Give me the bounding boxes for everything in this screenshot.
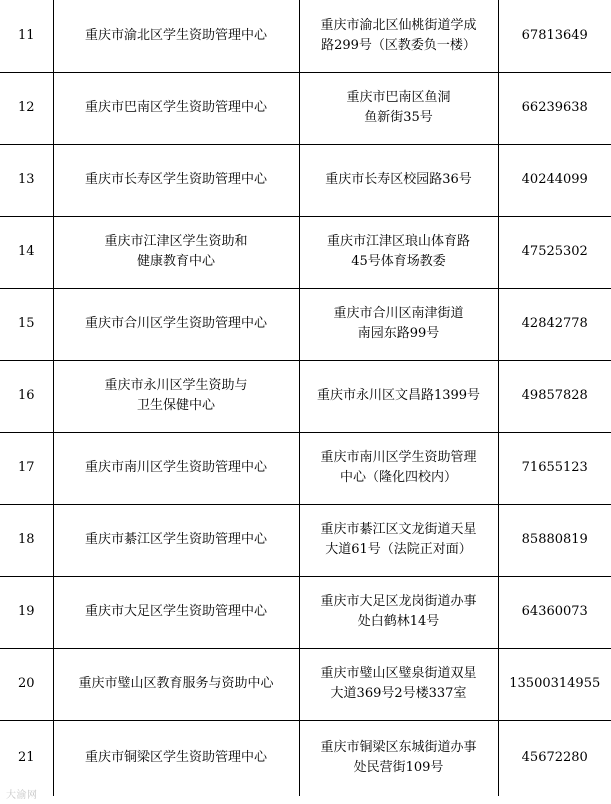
- center-name-line: 重庆市合川区学生资助管理中心: [84, 316, 267, 331]
- row-number: 19: [0, 576, 53, 648]
- address-line: 大道61号（法院正对面）: [325, 542, 472, 557]
- address-cell: [299, 432, 498, 504]
- table-row: [0, 576, 611, 648]
- phone-cell: 64360073: [498, 576, 611, 648]
- phone-cell: 66239638: [498, 72, 611, 144]
- address-line: 45号体育场教委: [351, 254, 446, 269]
- address-cell: [299, 720, 498, 796]
- address-line: 重庆市璧山区璧泉街道双星: [320, 666, 477, 681]
- phone-cell: 67813649: [498, 0, 611, 72]
- center-name-cell: [53, 72, 299, 144]
- address-line: 大道369号2号楼337室: [330, 686, 467, 701]
- address-cell: [299, 648, 498, 720]
- address-line: 重庆市长寿区校园路36号: [325, 172, 472, 187]
- table-row: [0, 0, 611, 72]
- table-row: [0, 720, 611, 796]
- center-name-cell: [53, 720, 299, 796]
- phone-cell: 49857828: [498, 360, 611, 432]
- phone-cell: 45672280: [498, 720, 611, 796]
- address-line: 重庆市永川区文昌路1399号: [316, 388, 481, 403]
- center-name-cell: [53, 648, 299, 720]
- address-line: 重庆市綦江区文龙街道天星: [320, 522, 477, 537]
- address-line: 重庆市合川区南津街道: [333, 306, 464, 321]
- center-name-cell: [53, 216, 299, 288]
- address-line: 路299号（区教委负一楼）: [321, 37, 476, 53]
- address-cell: [299, 216, 498, 288]
- center-name-cell: [53, 288, 299, 360]
- center-name-cell: [53, 0, 299, 72]
- table-row: [0, 504, 611, 576]
- address-line: 鱼新街35号: [364, 110, 433, 125]
- center-name-line: 重庆市长寿区学生资助管理中心: [84, 172, 267, 187]
- address-cell: [299, 0, 498, 72]
- table-row: [0, 648, 611, 720]
- address-line: 重庆市大足区龙岗街道办事: [320, 594, 477, 609]
- address-cell: [299, 504, 498, 576]
- phone-cell: 71655123: [498, 432, 611, 504]
- center-name-line: 重庆市南川区学生资助管理中心: [84, 460, 267, 475]
- center-name-cell: [53, 504, 299, 576]
- address-line: 重庆市南川区学生资助管理: [320, 450, 477, 465]
- center-name-line: 重庆市大足区学生资助管理中心: [84, 604, 267, 619]
- watermark: 大渝网: [6, 790, 38, 801]
- row-number: 20: [0, 648, 53, 720]
- address-cell: [299, 360, 498, 432]
- address-cell: [299, 576, 498, 648]
- center-name-cell: [53, 432, 299, 504]
- row-number: 17: [0, 432, 53, 504]
- table-row: [0, 360, 611, 432]
- center-name-line: 重庆市渝北区学生资助管理中心: [84, 27, 267, 43]
- center-name-line: 健康教育中心: [136, 254, 215, 269]
- address-line: 重庆市渝北区仙桃街道学成: [320, 17, 477, 33]
- row-number: 12: [0, 72, 53, 144]
- center-name-line: 重庆市巴南区学生资助管理中心: [84, 100, 267, 115]
- address-line: 中心（隆化四校内）: [339, 470, 457, 485]
- row-number: 11: [0, 0, 53, 72]
- row-number: 15: [0, 288, 53, 360]
- phone-cell: 85880819: [498, 504, 611, 576]
- phone-cell: 42842778: [498, 288, 611, 360]
- phone-cell: 13500314955: [498, 648, 611, 720]
- address-line: 重庆市江津区琅山体育路: [326, 234, 470, 249]
- center-name-line: 重庆市铜梁区学生资助管理中心: [84, 750, 267, 766]
- row-number: 18: [0, 504, 53, 576]
- center-name-line: 卫生保健中心: [136, 398, 215, 413]
- address-line: 处白鹤林14号: [357, 614, 440, 629]
- table-row: [0, 288, 611, 360]
- row-number: 14: [0, 216, 53, 288]
- center-name-line: 重庆市永川区学生资助与: [104, 378, 248, 393]
- center-name-cell: [53, 360, 299, 432]
- center-name-cell: [53, 576, 299, 648]
- address-line: 重庆市铜梁区东城街道办事: [320, 740, 477, 756]
- address-line: 处民营街109号: [353, 760, 444, 776]
- address-cell: [299, 72, 498, 144]
- center-name-cell: [53, 144, 299, 216]
- table-row: [0, 216, 611, 288]
- address-line: 南园东路99号: [357, 326, 440, 341]
- table-row: [0, 432, 611, 504]
- address-line: 重庆市巴南区鱼洞: [346, 90, 451, 105]
- row-number: 16: [0, 360, 53, 432]
- table-row: [0, 72, 611, 144]
- center-name-line: 重庆市璧山区教育服务与资助中心: [78, 676, 274, 691]
- table-row: [0, 144, 611, 216]
- center-name-line: 重庆市綦江区学生资助管理中心: [84, 532, 267, 547]
- phone-cell: 40244099: [498, 144, 611, 216]
- address-cell: [299, 144, 498, 216]
- center-name-line: 重庆市江津区学生资助和: [104, 234, 248, 249]
- row-number: 13: [0, 144, 53, 216]
- row-number: 21: [0, 720, 53, 796]
- address-cell: [299, 288, 498, 360]
- phone-cell: 47525302: [498, 216, 611, 288]
